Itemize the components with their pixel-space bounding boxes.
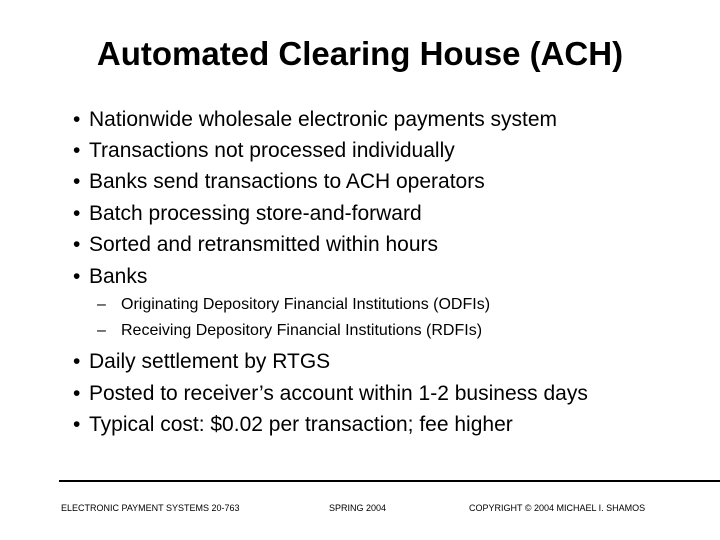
bullet-text: Typical cost: $0.02 per transaction; fee higher (89, 413, 513, 436)
bullet-dot: • (73, 202, 81, 225)
bullet-text: Daily settlement by RTGS (89, 350, 331, 373)
sub-bullet-text: Originating Depository Financial Institutions (ODFIs) (121, 296, 491, 313)
bullet-dot: • (73, 265, 81, 288)
footer-copyright: COPYRIGHT © 2004 MICHAEL I. SHAMOS (469, 503, 646, 513)
bullet-dot: • (73, 350, 81, 373)
bullet-text: Posted to receiver’s account within 1-2 business days (89, 382, 588, 405)
bullet-dot: • (73, 413, 81, 436)
bullet-text: Sorted and retransmitted within hours (89, 233, 439, 256)
bullet-text: Nationwide wholesale electronic payments system (89, 108, 558, 131)
sub-bullet-text: Receiving Depository Financial Institutions (RDFIs) (121, 322, 483, 339)
footer-course: ELECTRONIC PAYMENT SYSTEMS 20-763 (61, 503, 240, 513)
bullet-text: Batch processing store-and-forward (89, 202, 422, 225)
slide-title: Automated Clearing House (ACH) (96, 35, 624, 72)
bullet-dot: • (73, 233, 81, 256)
sub-bullet-dash: – (97, 322, 106, 339)
bullet-text: Banks send transactions to ACH operators (89, 170, 485, 193)
bullet-dot: • (73, 108, 81, 131)
bullet-text: Transactions not processed individually (89, 139, 455, 162)
bullet-dot: • (73, 382, 81, 405)
bullet-dot: • (73, 170, 81, 193)
footer-term: SPRING 2004 (329, 503, 387, 513)
bullet-dot: • (73, 139, 81, 162)
sub-bullet-dash: – (97, 296, 106, 313)
bullet-text: Banks (89, 265, 148, 288)
footer-divider (59, 480, 720, 482)
